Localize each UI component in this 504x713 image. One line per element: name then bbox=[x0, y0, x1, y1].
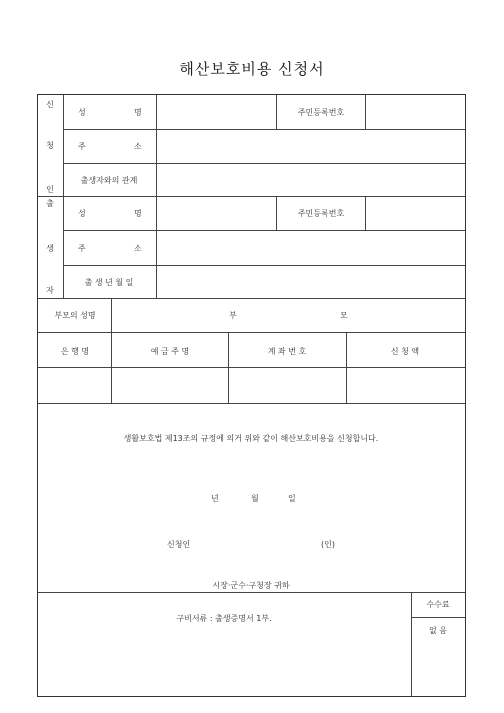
applicant-relation-field[interactable] bbox=[157, 164, 464, 195]
newborn-birthdate-label: 출 생 년 월 일 bbox=[84, 278, 134, 287]
account-field[interactable] bbox=[229, 368, 345, 402]
application-form bbox=[37, 94, 466, 697]
fee-value: 없 음 bbox=[429, 626, 447, 635]
column-divider bbox=[411, 592, 412, 696]
applicant-section-char: 신 bbox=[46, 100, 54, 109]
column-divider bbox=[63, 95, 64, 298]
mother-label: 모 bbox=[340, 311, 348, 320]
newborn-rrn-label: 주민등록번호 bbox=[297, 209, 345, 218]
form-title: 해산보호비용 신청서 bbox=[179, 60, 325, 78]
addressee: 시장·군수·구청장 귀하 bbox=[212, 581, 290, 590]
date-month-label: 월 bbox=[251, 494, 259, 503]
applicant-rrn-label: 주민등록번호 bbox=[297, 108, 345, 117]
applicant-address-label-char: 주 bbox=[78, 142, 86, 151]
applicant-relation-label: 출생자와의 관계 bbox=[80, 176, 138, 185]
required-documents: 구비서류 : 출생증명서 1부. bbox=[176, 614, 272, 623]
parents-name-field[interactable] bbox=[112, 299, 464, 331]
depositor-field[interactable] bbox=[112, 368, 227, 402]
newborn-name-field[interactable] bbox=[157, 197, 275, 229]
newborn-rrn-field[interactable] bbox=[366, 197, 464, 229]
parents-label: 부모의 성명 bbox=[54, 311, 96, 320]
newborn-section-char: 자 bbox=[46, 286, 54, 295]
newborn-section-char: 출 bbox=[46, 199, 54, 208]
newborn-name-label-char: 성 bbox=[78, 209, 86, 218]
applicant-section-char: 청 bbox=[46, 141, 54, 150]
newborn-address-label-char: 주 bbox=[78, 244, 86, 253]
amount-header: 신 청 액 bbox=[390, 347, 420, 356]
column-divider bbox=[276, 196, 277, 230]
date-year-label: 년 bbox=[211, 494, 219, 503]
father-label: 부 bbox=[229, 311, 237, 320]
newborn-birthdate-field[interactable] bbox=[157, 266, 464, 297]
applicant-rrn-field[interactable] bbox=[366, 96, 464, 128]
depositor-header: 예 금 주 명 bbox=[150, 347, 190, 356]
applicant-address-label-char: 소 bbox=[134, 142, 142, 151]
newborn-name-label-char: 명 bbox=[134, 209, 142, 218]
row-divider bbox=[38, 332, 465, 333]
newborn-address-label-char: 소 bbox=[134, 244, 142, 253]
applicant-name-label-char: 성 bbox=[78, 108, 86, 117]
seal-mark: (인) bbox=[321, 540, 335, 549]
newborn-section-char: 생 bbox=[46, 244, 54, 253]
bank-name-field[interactable] bbox=[39, 368, 110, 402]
applicant-name-field[interactable] bbox=[157, 96, 275, 128]
row-divider bbox=[38, 403, 465, 404]
bank-name-header: 은 행 명 bbox=[60, 347, 90, 356]
account-header: 계 좌 번 호 bbox=[267, 347, 307, 356]
newborn-address-field[interactable] bbox=[157, 231, 464, 264]
date-day-label: 일 bbox=[288, 494, 296, 503]
amount-field[interactable] bbox=[347, 368, 464, 402]
applicant-address-field[interactable] bbox=[157, 130, 464, 162]
applicant-name-label-char: 명 bbox=[134, 108, 142, 117]
row-divider bbox=[411, 617, 465, 618]
applicant-section-char: 인 bbox=[46, 185, 54, 194]
signature-field[interactable] bbox=[198, 533, 316, 551]
fee-label: 수수료 bbox=[426, 600, 450, 609]
applicant-signature-label: 신청인 bbox=[167, 540, 191, 549]
declaration-statement: 생활보호법 제13조의 규정에 의거 위와 같이 해산보호비용을 신청합니다. bbox=[123, 434, 379, 443]
row-divider bbox=[38, 592, 465, 593]
column-divider bbox=[276, 95, 277, 129]
